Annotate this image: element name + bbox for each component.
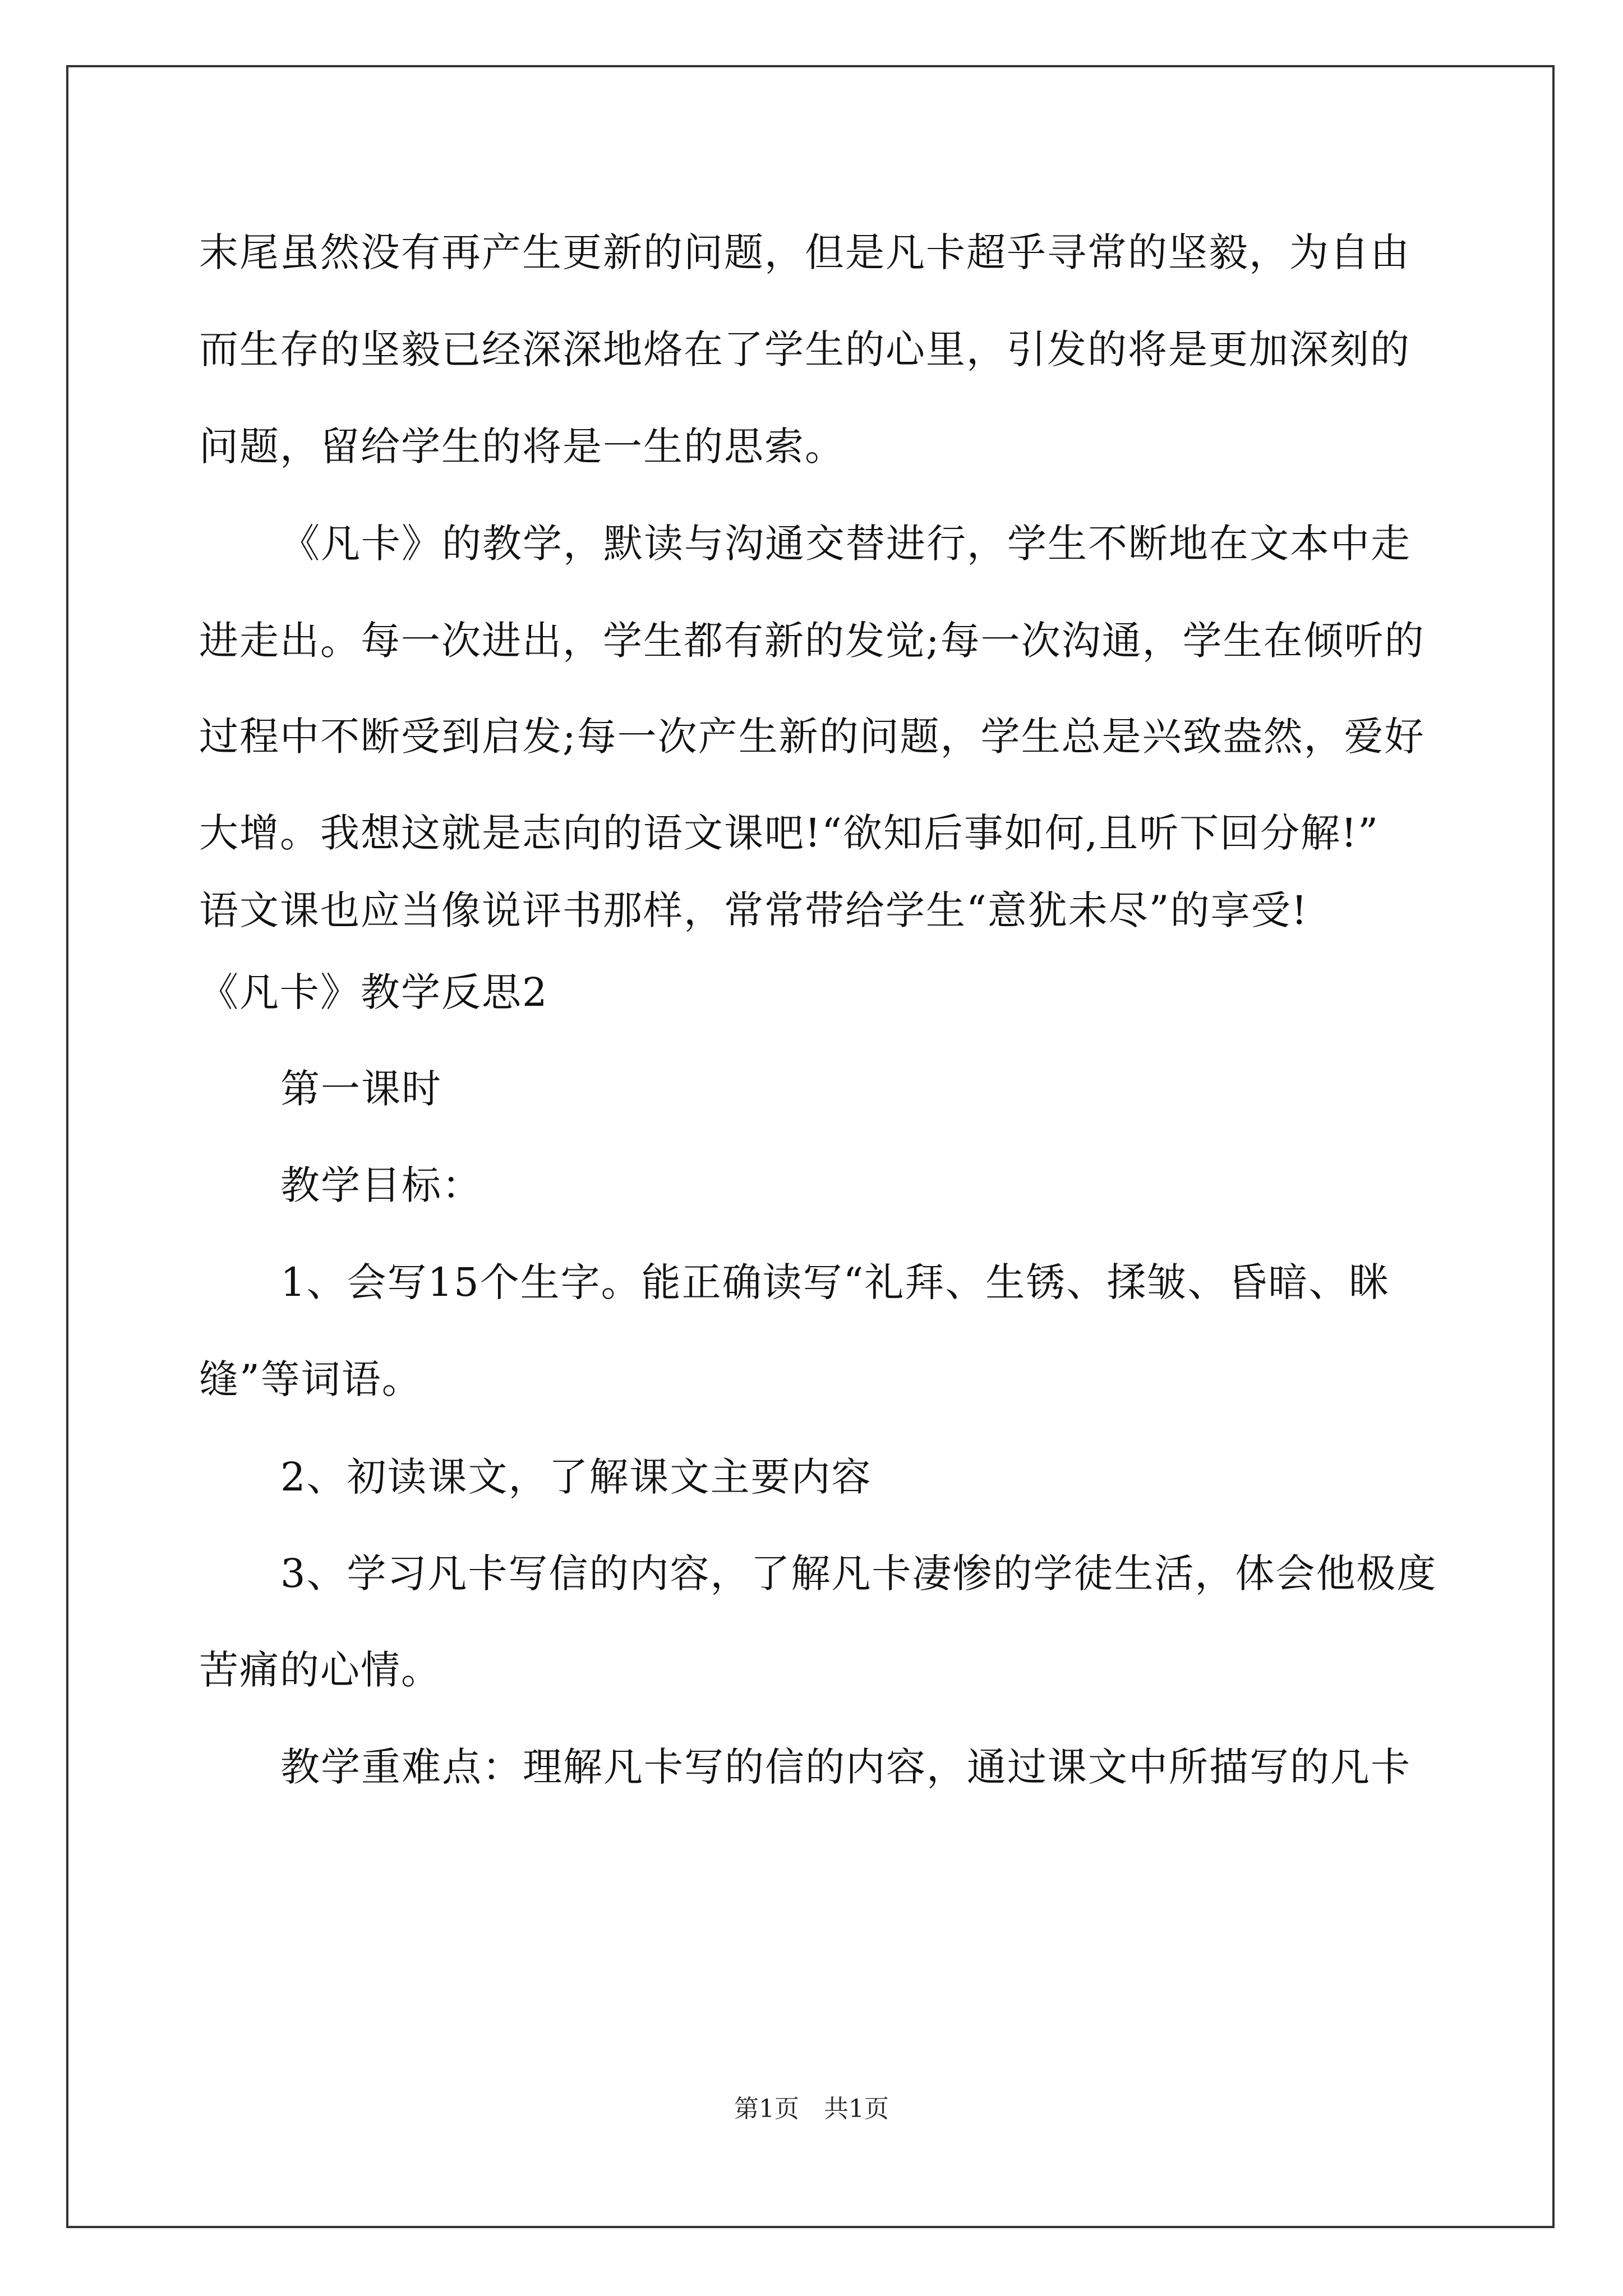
text-line: 末尾虽然没有再产生更新的问题，但是凡卡超乎寻常的坚毅，为自由 <box>199 229 1410 275</box>
text-line: 过程中不断受到启发;每一次产生新的问题，学生总是兴致盎然，爱好 <box>199 714 1425 760</box>
text-line: 缝”等词语。 <box>199 1356 422 1402</box>
text-line: 进走出。每一次进出，学生都有新的发觉;每一次沟通，学生在倾听的 <box>199 618 1425 664</box>
text-line: 《凡卡》的教学，默读与沟通交替进行，学生不断地在文本中走 <box>280 521 1411 567</box>
text-line: 问题，留给学生的将是一生的思索。 <box>199 424 845 470</box>
text-line: 2、初读课文，了解课文主要内容 <box>280 1454 872 1500</box>
text-line: 语文课也应当像说评书那样，常常带给学生“意犹未尽”的享受! <box>199 887 1308 933</box>
text-line: 3、学习凡卡写信的内容，了解凡卡凄惨的学徒生活，体会他极度 <box>280 1550 1437 1596</box>
text-line: 第一课时 <box>280 1066 442 1112</box>
text-line: 教学重难点：理解凡卡写的信的内容，通过课文中所描写的凡卡 <box>280 1744 1411 1790</box>
text-line: 1、会写15个生字。能正确读写“礼拜、生锈、揉皱、昏暗、眯 <box>280 1259 1390 1305</box>
text-line: 大增。我想这就是志向的语文课吧!“欲知后事如何,且听下回分解!” <box>199 810 1380 856</box>
section-heading: 《凡卡》教学反思2 <box>199 969 548 1015</box>
text-line: 而生存的坚毅已经深深地烙在了学生的心里，引发的将是更加深刻的 <box>199 326 1410 372</box>
text-line: 苦痛的心情。 <box>199 1647 441 1693</box>
page-footer: 第1页 共1页 <box>734 2095 889 2123</box>
text-line: 教学目标： <box>280 1162 482 1208</box>
page-frame <box>66 65 1555 2228</box>
